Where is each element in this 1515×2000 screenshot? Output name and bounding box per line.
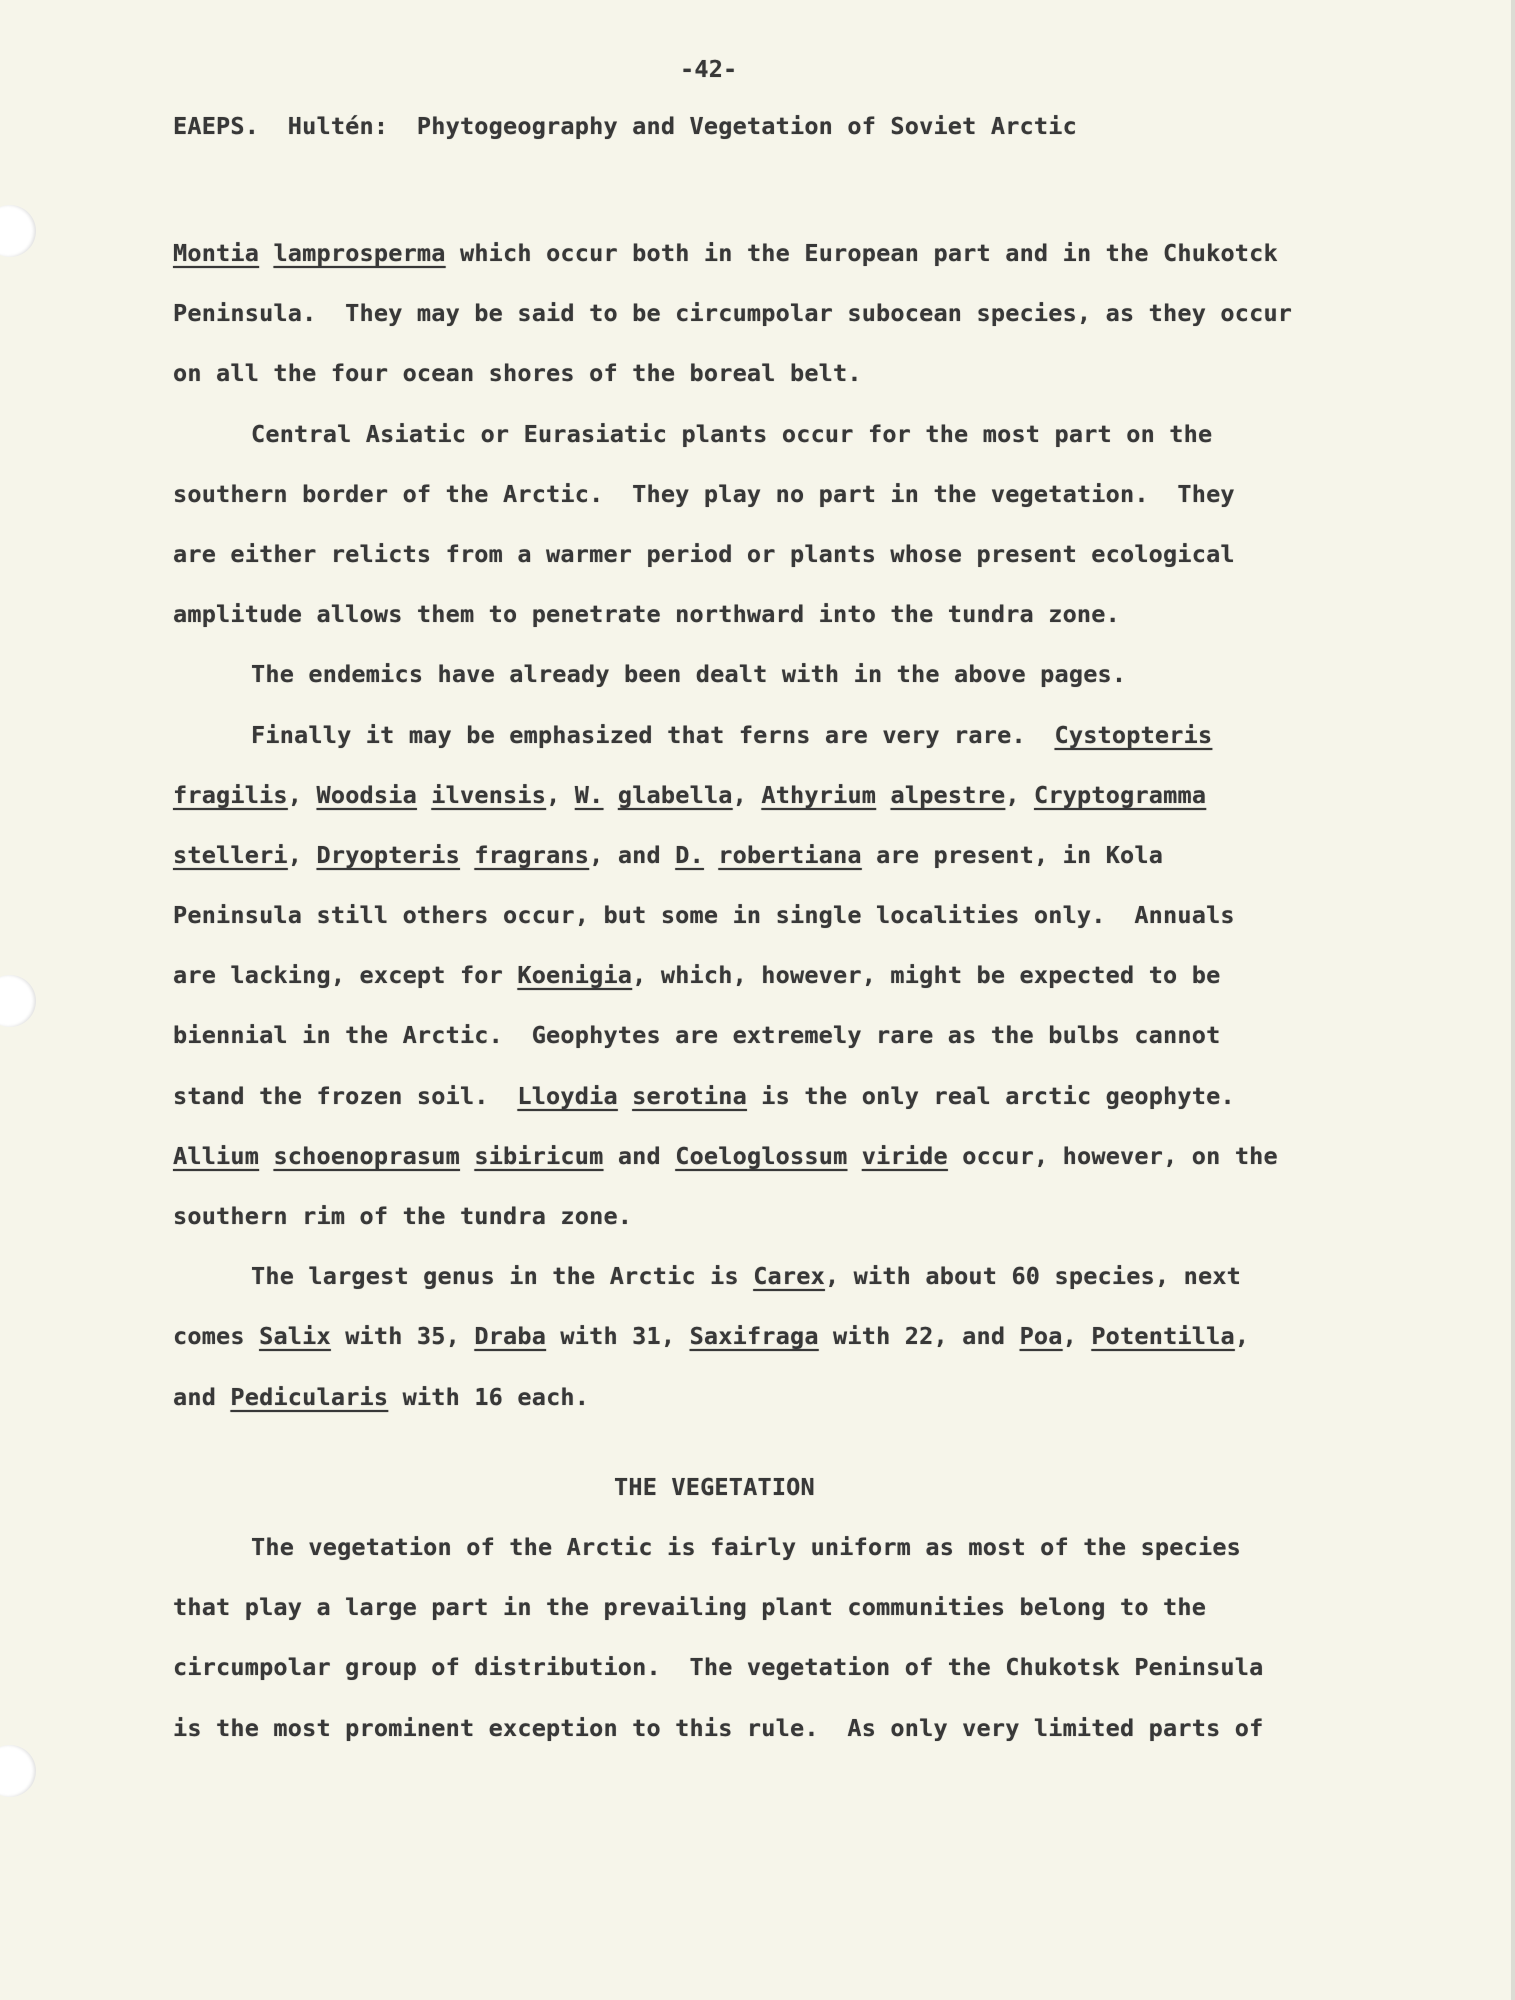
taxon-name: glabella <box>617 780 733 809</box>
text-line <box>173 223 1353 283</box>
text-run: biennial in the Arctic. Geophytes are extremely rare as the bulbs cannot <box>173 1021 1221 1050</box>
taxon-name: stelleri <box>173 840 288 869</box>
taxon-name: Potentilla <box>1091 1322 1235 1351</box>
text-line <box>173 1005 1353 1065</box>
section-heading: THE VEGETATION <box>614 1472 815 1501</box>
text-run: stand the frozen soil. <box>173 1081 518 1110</box>
text-run: with 16 each. <box>388 1382 590 1411</box>
text-line <box>173 1306 1353 1366</box>
taxon-name: fragrans <box>474 840 590 869</box>
taxon-name: Allium <box>173 1141 260 1170</box>
text-line <box>173 1637 1353 1697</box>
taxon-name: W. <box>574 780 604 809</box>
text-line <box>173 1066 1353 1126</box>
text-line <box>173 705 1353 765</box>
taxon-name: ilvensis <box>431 780 547 809</box>
taxon-name: Lloydia <box>517 1081 618 1110</box>
text-run <box>460 1142 474 1170</box>
taxon-name: Woodsia <box>316 780 417 809</box>
text-run: , <box>1234 1322 1250 1351</box>
text-run: that play a large part in the prevailing plant communities belong to the <box>173 1593 1207 1622</box>
punch-hole-bottom <box>0 1745 36 1797</box>
taxon-name: Carex <box>753 1262 825 1291</box>
text-run: Peninsula. They may be said to be circumpolar subocean species, as they occur <box>173 299 1293 328</box>
text-run: and <box>603 1141 676 1170</box>
taxon-name: Cryptogramma <box>1034 780 1207 809</box>
text-run: Central Asiatic or Eurasiatic plants occur for the most part on the <box>251 419 1213 448</box>
punch-hole-top <box>0 205 36 257</box>
text-run: The vegetation of the Arctic is fairly uniform as most of the species <box>251 1532 1242 1561</box>
text-line <box>173 825 1353 885</box>
taxon-name: Koenigia <box>517 961 633 990</box>
taxon-name: Poa <box>1019 1322 1063 1351</box>
text-line <box>173 584 1353 644</box>
taxon-name: Salix <box>259 1322 331 1351</box>
text-run <box>618 1082 632 1110</box>
text-run <box>417 781 431 809</box>
text-run <box>460 841 474 869</box>
text-run: The endemics have already been dealt with in the above pages. <box>251 660 1127 689</box>
text-run <box>847 1142 861 1170</box>
text-run: , <box>732 780 762 809</box>
punch-hole-middle <box>0 975 36 1027</box>
taxon-name: schoenoprasum <box>273 1141 460 1170</box>
taxon-name: Dryopteris <box>316 840 460 869</box>
body-text <box>173 223 1353 1758</box>
text-run: , <box>287 780 317 809</box>
text-run: , <box>1062 1322 1092 1351</box>
text-line <box>173 1126 1353 1186</box>
text-run: are lacking, except for <box>173 961 518 990</box>
text-run: are either relicts from a warmer period or plants whose present ecological <box>173 539 1235 568</box>
taxon-name: serotina <box>632 1081 747 1110</box>
text-run: comes <box>173 1322 260 1351</box>
paragraph-3 <box>173 644 1353 704</box>
text-run: Peninsula still others occur, but some in single localities only. Annuals <box>173 901 1235 930</box>
text-run: , which, however, might be expected to be <box>632 961 1221 990</box>
text-run: and <box>173 1382 231 1411</box>
text-run <box>259 239 273 267</box>
text-line <box>173 885 1353 945</box>
taxon-name: Saxifraga <box>689 1322 819 1351</box>
running-header: EAEPS. Hultén: Phytogeography and Vegetation of Soviet Arctic <box>173 112 1077 140</box>
text-run: with 22, and <box>818 1322 1020 1351</box>
page-number: -42- <box>680 55 738 83</box>
paragraph-4 <box>173 705 1353 1247</box>
text-run: , and <box>589 840 676 869</box>
text-line <box>173 1577 1353 1637</box>
taxon-name: robertiana <box>718 840 862 869</box>
text-run: are present, in Kola <box>861 840 1164 869</box>
text-line <box>173 283 1353 343</box>
text-line <box>173 765 1353 825</box>
text-line <box>173 644 1353 704</box>
text-run: is the only real arctic geophyte. <box>746 1081 1235 1110</box>
text-run: amplitude allows them to penetrate northward into the tundra zone. <box>173 600 1120 629</box>
text-run: southern rim of the tundra zone. <box>173 1202 633 1230</box>
text-line <box>173 1698 1353 1758</box>
text-run: with 31, <box>546 1322 690 1351</box>
paragraph-6 <box>173 1517 1353 1758</box>
taxon-name: Athyrium <box>761 780 877 809</box>
text-run: which occur both in the European part and in the Chukotck <box>445 239 1278 267</box>
text-line <box>173 343 1353 403</box>
text-run: , <box>287 840 317 869</box>
text-run <box>876 781 890 809</box>
page-edge <box>1511 0 1515 2000</box>
taxon-name: fragilis <box>173 780 288 809</box>
text-run: southern border of the Arctic. They play no part in the vegetation. They <box>173 479 1235 508</box>
text-run: The largest genus in the Arctic is <box>251 1262 754 1291</box>
text-run: , with about 60 species, next <box>824 1262 1242 1291</box>
paragraph-5 <box>173 1246 1353 1427</box>
taxon-name: sibiricum <box>474 1141 604 1170</box>
taxon-name: viride <box>861 1141 948 1170</box>
text-run: Finally it may be emphasized that ferns are very rare. <box>251 720 1055 749</box>
text-run <box>259 1142 273 1170</box>
text-line <box>173 1517 1353 1577</box>
taxon-name: lamprosperma <box>273 239 446 267</box>
text-line <box>173 524 1353 584</box>
text-run: , <box>546 780 575 809</box>
text-run: , <box>1005 780 1035 809</box>
text-run <box>604 781 618 809</box>
text-run: with 35, <box>330 1322 475 1351</box>
taxon-name: Montia <box>173 239 260 267</box>
taxon-name: Coeloglossum <box>675 1141 848 1170</box>
text-run: is the most prominent exception to this rule. As only very limited parts of <box>173 1713 1264 1742</box>
taxon-name: alpestre <box>890 780 1006 809</box>
taxon-name: Pedicularis <box>230 1382 389 1411</box>
paragraph-1 <box>173 223 1353 404</box>
text-run <box>704 841 718 869</box>
taxon-name: Cystopteris <box>1054 720 1213 749</box>
text-run: circumpolar group of distribution. The vegetation of the Chukotsk Peninsula <box>173 1653 1264 1682</box>
taxon-name: D. <box>675 840 704 869</box>
text-line <box>173 404 1353 464</box>
taxon-name: Draba <box>474 1322 547 1351</box>
text-line <box>173 1367 1353 1427</box>
text-line <box>173 464 1353 524</box>
paragraph-2 <box>173 404 1353 645</box>
text-line <box>173 1246 1353 1306</box>
text-run: on all the four ocean shores of the boreal belt. <box>173 359 862 388</box>
text-line <box>173 1186 1353 1246</box>
text-line <box>173 945 1353 1005</box>
text-run: occur, however, on the <box>947 1141 1278 1170</box>
